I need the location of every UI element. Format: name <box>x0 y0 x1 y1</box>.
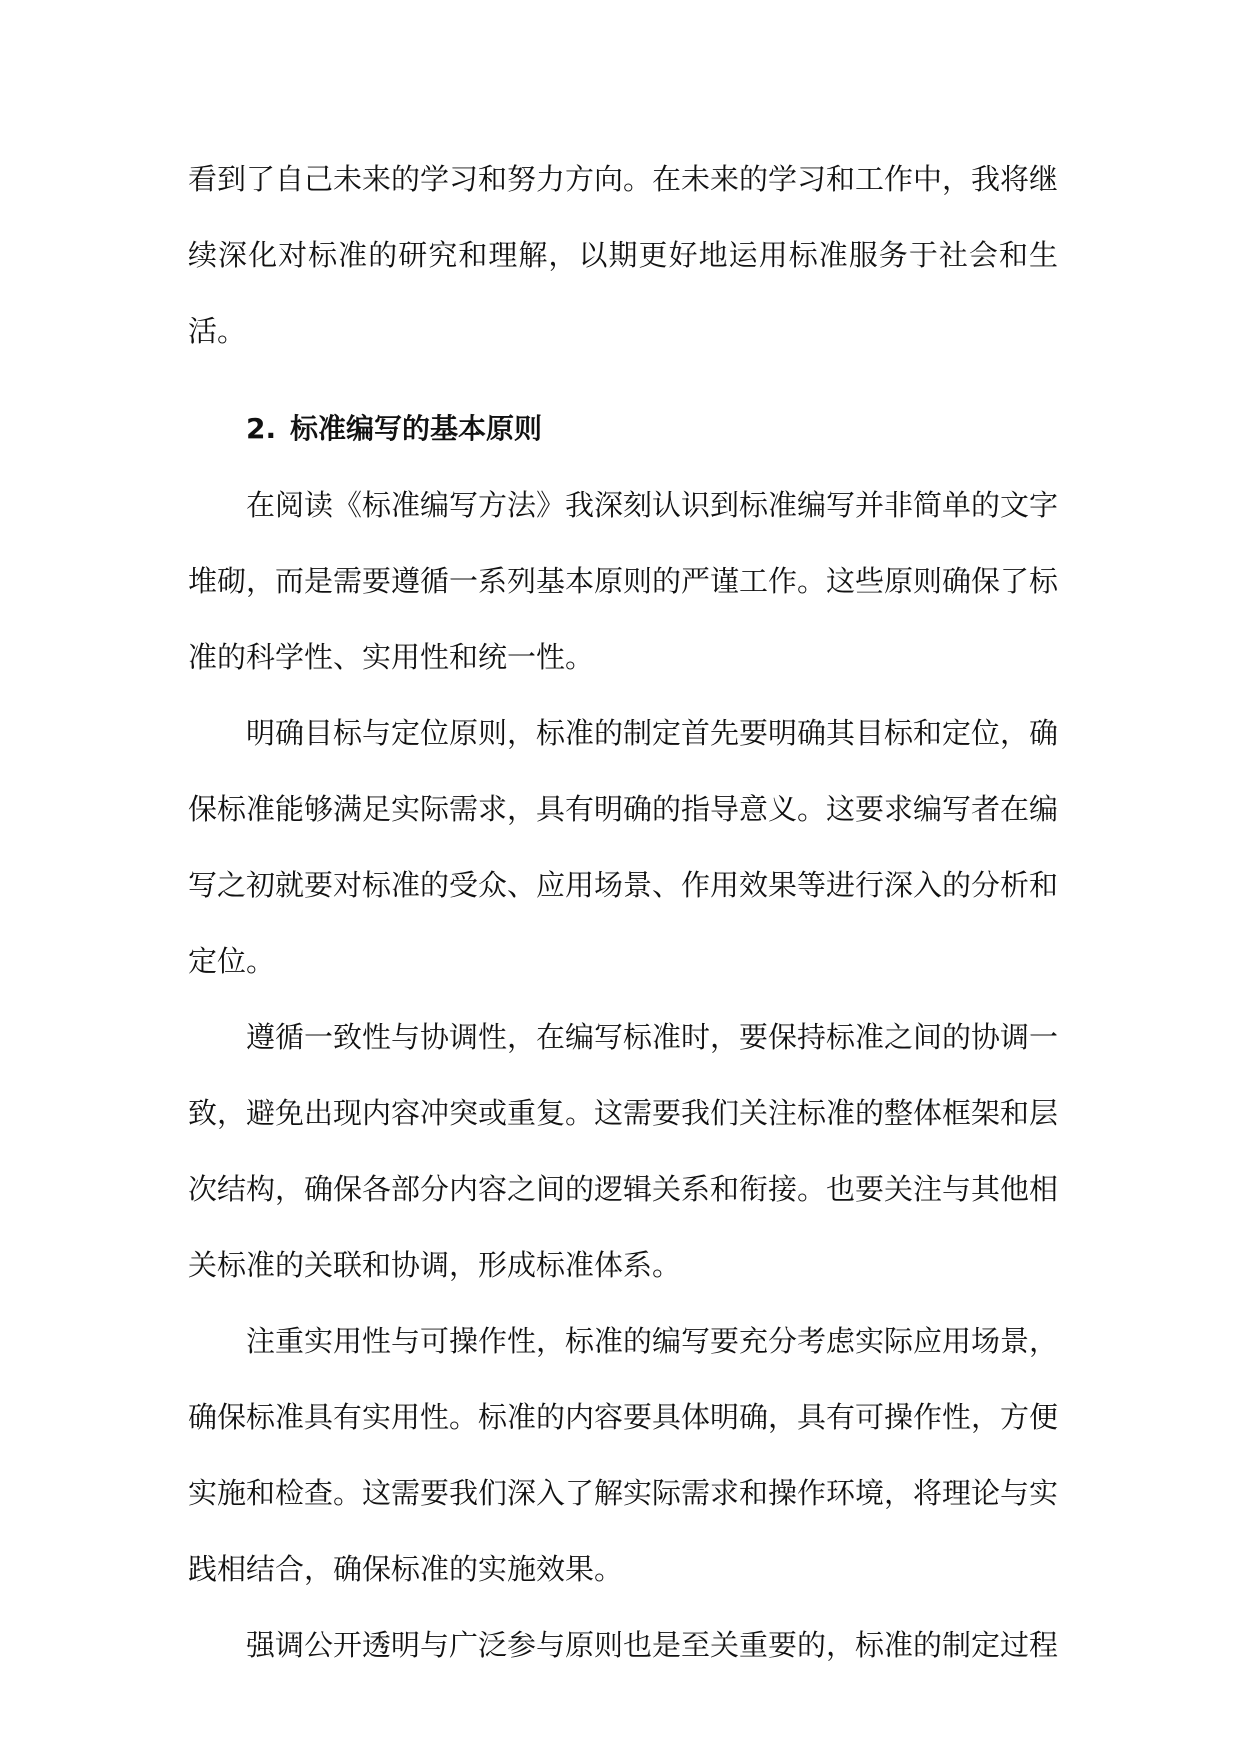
body-paragraph: 在阅读《标准编写方法》我深刻认识到标准编写并非简单的文字堆砌，而是需要遵循一系列基本原则的严谨工作。这些原则确保了标准的科学性、实用性和统一性。 <box>188 488 1059 674</box>
body-paragraph: 明确目标与定位原则，标准的制定首先要明确其目标和定位，确保标准能够满足实际需求，具有明确的指导意义。这要求编写者在编写之初就要对标准的受众、应用场景、作用效果等进行深入的分析和定位。 <box>188 716 1059 978</box>
continued-paragraph: 看到了自己未来的学习和努力方向。在未来的学习和工作中，我将继续深化对标准的研究和理解，以期更好地运用标准服务于社会和生活。 <box>188 162 1059 348</box>
section-number: 2. <box>246 412 277 445</box>
section-title: 标准编写的基本原则 <box>290 412 543 445</box>
document-page <box>188 141 1058 1683</box>
section-heading <box>188 391 1058 467</box>
body-paragraph: 遵循一致性与协调性，在编写标准时，要保持标准之间的协调一致，避免出现内容冲突或重复。这需要我们关注标准的整体框架和层次结构，确保各部分内容之间的逻辑关系和衔接。也要关注与其他相关标准的关联和协调，形成标准体系。 <box>188 1020 1059 1282</box>
body-paragraph: 强调公开透明与广泛参与原则也是至关重要的，标准的制定过程 <box>246 1628 1059 1662</box>
body-paragraph: 注重实用性与可操作性，标准的编写要充分考虑实际应用场景，确保标准具有实用性。标准的内容要具体明确，具有可操作性，方便实施和检查。这需要我们深入了解实际需求和操作环境，将理论与实践相结合，确保标准的实施效果。 <box>188 1324 1059 1586</box>
